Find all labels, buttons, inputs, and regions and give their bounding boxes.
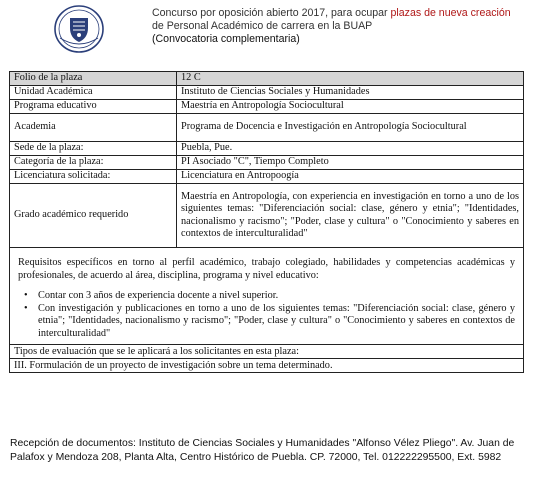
row-value: Instituto de Ciencias Sociales y Humanidades: [177, 86, 524, 100]
evaluation-value: III. Formulación de un proyecto de investigación sobre un tema determinado.: [10, 359, 524, 373]
header-line-1-prefix: Concurso por oposición abierto 2017, para ocupar: [152, 7, 391, 19]
list-item: [18, 290, 515, 303]
spacer-cell: [10, 248, 524, 257]
row-label: Programa educativo: [10, 100, 177, 114]
row-value: PI Asociado "C", Tiempo Completo: [177, 156, 524, 170]
table-row: [10, 114, 524, 142]
requirement-text: Contar con 3 años de experiencia docente a nivel superior.: [38, 290, 279, 301]
bullet-icon: •: [24, 290, 28, 301]
table-row: [10, 184, 524, 248]
header-line-1-accent: plazas de nueva creación: [390, 7, 511, 19]
table-row: [10, 142, 524, 156]
table-row: [10, 86, 524, 100]
requirements-cell: [10, 256, 524, 345]
row-label: Academia: [10, 114, 177, 142]
row-value: 12 C: [177, 72, 524, 86]
requirements-title: Requisitos específicos en torno al perfil académico, trabajo colegiado, habilidades y competencias académicas y profesionales, de acuerdo al área, disciplina, programa y nivel educativo:: [18, 257, 515, 281]
table-row: [10, 72, 524, 86]
row-label: Unidad Académica: [10, 86, 177, 100]
header-line-3: (Convocatoria complementaria): [152, 33, 300, 46]
row-label: Categoría de la plaza:: [10, 156, 177, 170]
evaluation-value-row: [10, 359, 524, 373]
header-line-1: [152, 7, 527, 20]
list-item: [18, 303, 515, 341]
university-seal-icon: [48, 4, 110, 54]
row-label: Licenciatura solicitada:: [10, 170, 177, 184]
requirement-text: Con investigación y publicaciones en torno a uno de los siguientes temas: "Diferenciación social: clase, género y etnia"; "Identidades, nacionalismo y racismo"; "Poder, clase y cultura" o "Conocimiento y saberes en contextos de interculturalidad": [38, 302, 515, 339]
row-label: Grado académico requerido: [10, 184, 177, 248]
spacer-row: [10, 248, 524, 257]
row-label: Sede de la plaza:: [10, 142, 177, 156]
row-value: Maestría en Antropología, con experiencia en investigación en torno a uno de los siguientes temas: "Diferenciación social: clase, género y etnia"; "Identidades, nacionalismo y racismo"; "Poder, clase y cultura" o "Conocimiento y saberes en contextos de interculturalidad": [177, 184, 524, 248]
requirements-row: [10, 256, 524, 345]
row-value: Maestría en Antropología Sociocultural: [177, 100, 524, 114]
evaluation-title: Tipos de evaluación que se le aplicará a los solicitantes en esta plaza:: [10, 345, 524, 359]
row-value: Puebla, Pue.: [177, 142, 524, 156]
row-label: Folio de la plaza: [10, 72, 177, 86]
header-line-2: de Personal Académico de carrera en la BUAP: [152, 20, 373, 33]
bullet-icon: •: [24, 302, 28, 314]
evaluation-title-row: [10, 345, 524, 359]
table-row: [10, 100, 524, 114]
requirements-list: [18, 290, 515, 340]
row-value: Licenciatura en Antropoogía: [177, 170, 524, 184]
plaza-table: [9, 71, 524, 373]
table-row: [10, 170, 524, 184]
footer-reception: Recepción de documentos: Instituto de Ciencias Sociales y Humanidades "Alfonso Vélez Pliego". Av. Juan de Palafox y Mendoza 208, Planta Alta, Centro Histórico de Puebla. CP. 72000, Tel. 012222295500, Ext. 5982: [10, 438, 515, 463]
header: [152, 7, 527, 47]
row-value: Programa de Docencia e Investigación en Antropología Sociocultural: [177, 114, 524, 142]
table-row: [10, 156, 524, 170]
